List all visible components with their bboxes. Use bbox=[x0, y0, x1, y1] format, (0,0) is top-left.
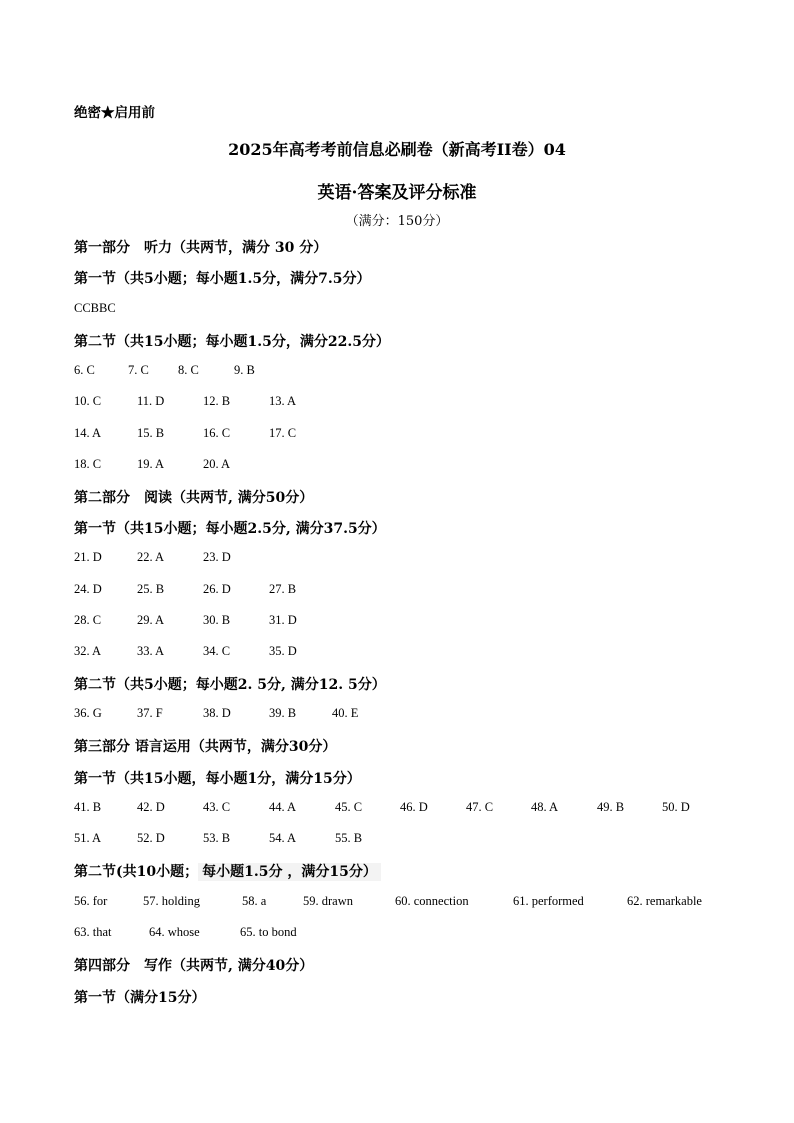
answer-item: 7. C bbox=[128, 363, 149, 377]
answer-item: 43. C bbox=[203, 800, 231, 814]
part3-heading: 第三部分 语言运用（共两节，满分30分） bbox=[74, 739, 337, 755]
confidential-label: 绝密★启用前 bbox=[74, 105, 155, 121]
answer-item: 34. C bbox=[203, 644, 231, 658]
part1-heading: 第一部分 听力（共两节，满分 30 分） bbox=[74, 240, 328, 256]
answer-item: 40. E bbox=[332, 706, 359, 720]
part2-sec1-heading: 第一节（共15小题；每小题2.5分, 满分37.5分） bbox=[74, 521, 386, 537]
answer-item: 64. whose bbox=[149, 925, 200, 939]
page-title: 2025年高考考前信息必刷卷（新高考II卷）04 bbox=[228, 140, 566, 159]
answer-item: 12. B bbox=[203, 394, 231, 408]
answer-item: 10. C bbox=[74, 394, 102, 408]
part2-heading: 第二部分 阅读（共两节, 满分50分） bbox=[74, 490, 314, 506]
answer-item: 50. D bbox=[662, 800, 690, 814]
answer-item: 22. A bbox=[137, 550, 165, 564]
answer-item: 44. A bbox=[269, 800, 297, 814]
answer-item: 39. B bbox=[269, 706, 297, 720]
answer-item: 13. A bbox=[269, 394, 297, 408]
answer-item: 59. drawn bbox=[303, 894, 353, 908]
answer-item: 20. A bbox=[203, 457, 231, 471]
page-subtitle: 英语·答案及评分标准 bbox=[317, 183, 477, 203]
answer-item: 17. C bbox=[269, 426, 297, 440]
answer-item: 41. B bbox=[74, 800, 102, 814]
answer-item: 36. G bbox=[74, 706, 102, 720]
answer-item: 8. C bbox=[178, 363, 199, 377]
answer-item: 49. B bbox=[597, 800, 625, 814]
answer-item: 52. D bbox=[137, 831, 165, 845]
answer-item: 47. C bbox=[466, 800, 494, 814]
answer-item: 45. C bbox=[335, 800, 363, 814]
answer-item: 58. a bbox=[242, 894, 267, 908]
answer-item: 53. B bbox=[203, 831, 231, 845]
answer-item: 29. A bbox=[137, 613, 165, 627]
answer-item: 21. D bbox=[74, 550, 102, 564]
part4-sec1-heading: 第一节（满分15分） bbox=[74, 990, 206, 1006]
answer-item: 60. connection bbox=[395, 894, 469, 908]
answer-item: 35. D bbox=[269, 644, 297, 658]
answer-item: 31. D bbox=[269, 613, 297, 627]
answer-item: 30. B bbox=[203, 613, 231, 627]
answer-item: 25. B bbox=[137, 582, 165, 596]
part3-sec2-heading bbox=[74, 861, 381, 881]
answer-item: 37. F bbox=[137, 706, 163, 720]
answer-item: 61. performed bbox=[513, 894, 584, 908]
answer-item: 28. C bbox=[74, 613, 102, 627]
answer-item: 33. A bbox=[137, 644, 165, 658]
answer-item: 55. B bbox=[335, 831, 363, 845]
answer-item: 11. D bbox=[137, 394, 165, 408]
answer-item: 42. D bbox=[137, 800, 165, 814]
answer-item: 48. A bbox=[531, 800, 559, 814]
part3-sec2-heading-a: 第二节(共10小题； bbox=[74, 864, 199, 880]
part1-sec2-heading: 第二节（共15小题；每小题1.5分，满分22.5分） bbox=[74, 334, 390, 350]
answer-item: 18. C bbox=[74, 457, 102, 471]
part3-sec1-heading: 第一节（共15小题，每小题1分，满分15分） bbox=[74, 771, 361, 787]
answer-item: 46. D bbox=[400, 800, 428, 814]
answer-item: 62. remarkable bbox=[627, 894, 702, 908]
part1-sec1-heading: 第一节（共5小题；每小题1.5分，满分7.5分） bbox=[74, 271, 371, 287]
part2-sec2-heading: 第二节（共5小题；每小题2. 5分, 满分12. 5分） bbox=[74, 677, 386, 693]
answer-item: 57. holding bbox=[143, 894, 200, 908]
answer-item: 23. D bbox=[203, 550, 231, 564]
answer-item: 6. C bbox=[74, 363, 95, 377]
full-score: （满分：150分） bbox=[345, 214, 449, 229]
answer-item: 32. A bbox=[74, 644, 102, 658]
part1-sec1-answers: CCBBC bbox=[74, 301, 116, 315]
answer-item: 56. for bbox=[74, 894, 108, 908]
answer-item: 15. B bbox=[137, 426, 165, 440]
answer-item: 54. A bbox=[269, 831, 297, 845]
answer-item: 16. C bbox=[203, 426, 231, 440]
part3-sec2-heading-b: 每小题1.5分 ，满分15分） bbox=[198, 863, 381, 881]
answer-item: 51. A bbox=[74, 831, 102, 845]
answer-item: 38. D bbox=[203, 706, 231, 720]
answer-item: 24. D bbox=[74, 582, 102, 596]
answer-item: 26. D bbox=[203, 582, 231, 596]
answer-item: 27. B bbox=[269, 582, 297, 596]
answer-item: 65. to bond bbox=[240, 925, 297, 939]
answer-item: 19. A bbox=[137, 457, 165, 471]
answer-item: 63. that bbox=[74, 925, 112, 939]
answer-item: 14. A bbox=[74, 426, 102, 440]
answer-item: 9. B bbox=[234, 363, 255, 377]
part4-heading: 第四部分 写作（共两节, 满分40分） bbox=[74, 958, 314, 974]
